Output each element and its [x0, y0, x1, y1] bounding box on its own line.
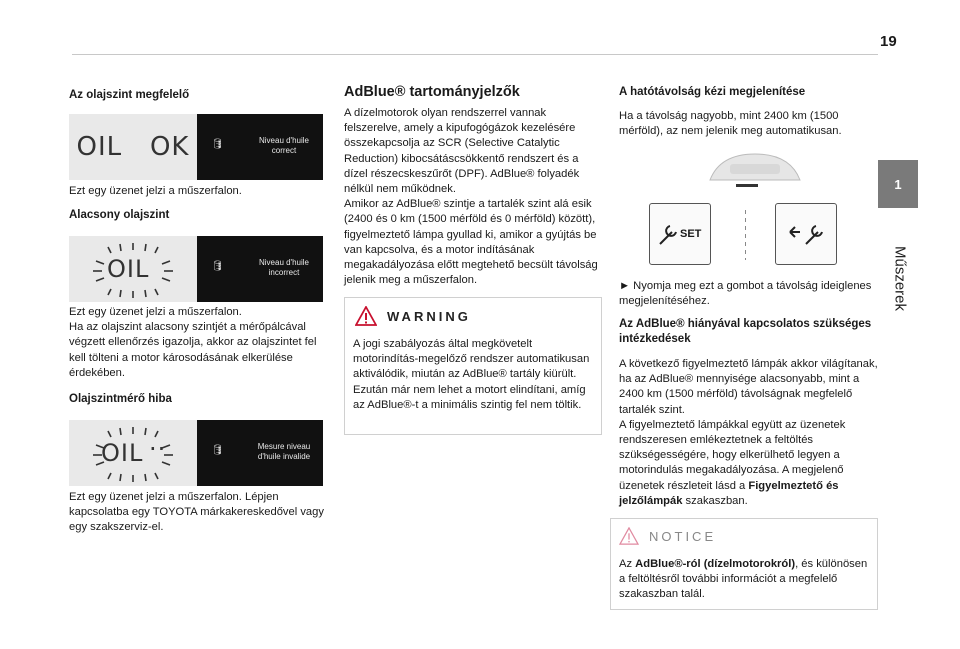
set-button[interactable] — [649, 203, 711, 265]
oil-ok-panel — [69, 114, 323, 180]
low-oil-text: Ezt egy üzenet jelzi a műszerfalon. Ha az olajszint alacsony szintjét a mérőpálcával végzett ellenőrzés igazolja, akkor az olajszintet fel kell tölteni a motor károsodásának elkerülése érdekében. — [69, 306, 317, 379]
oil-can-icon: 🛢 — [211, 445, 224, 456]
set-label: SET — [680, 228, 702, 240]
low-oil-screen — [197, 236, 323, 302]
oil-fault-text: Ezt egy üzenet jelzi a műszerfalon. Lépjen kapcsolatba egy TOYOTA márkakereskedővel vagy egy szakszerviz-el. — [69, 491, 324, 534]
notice-text — [619, 557, 869, 603]
adblue-action-text-a: A következő figyelmeztető lámpák akkor világítanak, ha az AdBlue® mennyisége alacsonyabb, mint a 2400 km (1500 mérföld) távolságnak megfelelő tartalék szint. A figyelmeztető lámpákkal együtt az üzenetek rendszeresen emlékeztetnek a feltöltés szükségességére, hogy elkerülhető legyen a motorindulás megakadályozása. A megjelenő üzenetek részleteit lásd a — [619, 358, 878, 492]
notice-adblue-link[interactable]: AdBlue®-ról (dízelmotorokról) — [635, 558, 796, 570]
notice-text-c: , és különösen a feltöltésről további információt a megfelelő szakaszban talál. — [619, 558, 868, 601]
press-button-text: ► Nyomja meg ezt a gombot a távolság ideiglenes megjelenítéséhez. — [619, 280, 872, 308]
warning-text: A jogi szabályozás által megkövetelt motorindítás-megelőző rendszer automatikusan aktiválódik, miután az AdBlue® tartály kiürült. Ezután már nem lehet a motort elindítani, amíg az AdBlue®-t a minimális szintig fel nem töltik. — [353, 338, 590, 411]
warning-box — [344, 297, 602, 435]
low-oil-panel — [69, 236, 323, 302]
chapter-title: Műszerek — [891, 245, 909, 312]
oil-fault-label: OIL — [101, 439, 144, 467]
oil-ok-text: OIL OK — [76, 132, 190, 162]
adblue-heading: AdBlue® tartományjelzők — [344, 84, 520, 100]
oil-can-icon: 🛢 — [211, 261, 224, 272]
oil-fault-panel — [69, 420, 323, 486]
oil-fault-message: Mesure niveau d'huile invalide — [257, 442, 311, 461]
back-wrench-icon — [776, 204, 836, 264]
back-button[interactable] — [775, 203, 837, 265]
oil-ok-screen — [197, 114, 323, 180]
notice-title — [619, 527, 716, 545]
oil-fault-dots: ·· — [149, 435, 167, 463]
warning-label: WARNING — [387, 308, 471, 324]
oil-gauge-fault-heading: Olajszintmérő hiba — [69, 393, 172, 405]
notice-label: NOTICE — [649, 528, 717, 544]
divider-line — [745, 210, 746, 260]
adblue-action-heading: Az AdBlue® hiányával kapcsolatos szükséges intézkedések — [619, 318, 872, 345]
oil-ok-message: Niveau d'huile correct — [258, 136, 309, 155]
warning-triangle-icon — [355, 306, 377, 326]
manual-range-heading: A hatótávolság kézi megjelenítése — [619, 86, 806, 98]
oil-fault-display — [69, 420, 197, 486]
low-oil-message: Niveau d'huile incorrect — [258, 258, 309, 277]
adblue-action-text — [619, 357, 879, 509]
oil-can-icon: 🛢 — [211, 139, 224, 150]
low-oil-display — [69, 236, 197, 302]
header-divider — [72, 54, 878, 55]
low-oil-label: OIL — [107, 255, 150, 283]
low-oil-heading: Alacsony olajszint — [69, 209, 170, 221]
notice-box — [610, 518, 878, 610]
oil-fault-screen — [197, 420, 323, 486]
warning-title — [355, 306, 471, 326]
adblue-text: A dízelmotorok olyan rendszerrel vannak felszerelve, amely a kipufogógázok kezelésére összekapcsolja az SCR (Selective Catalytic Reduction) kibocsátáscsökkentő rendszert és a dízel részecskeszűrőt (DPF). AdBlue® folyadék nélkül nem működnek. Amikor az AdBlue® szintje a tartalék szint alá esik (2400 és 0 km (1500 mérföld és 0 mérföld) között), figyelmeztető lámpa gyullad ki, amikor a gyújtás be van kapcsolva, és a motor indításának megakadályozása előtt megtehető becsült távolság jelenik meg a műszerfalon. — [344, 107, 598, 287]
notice-text-a: Az — [619, 558, 636, 570]
chapter-tab[interactable]: 1 — [878, 160, 918, 208]
manual-range-text: Ha a távolság nagyobb, mint 2400 km (1500 mérföld), az nem jelenik meg automatikusan. — [619, 110, 842, 138]
oil-ok-display — [69, 114, 197, 180]
warning-lamps-link[interactable]: Figyelmeztető és jelzőlámpák — [619, 479, 839, 507]
oil-ok-text-desc: Ezt egy üzenet jelzi a műszerfalon. — [69, 185, 242, 197]
notice-triangle-icon — [619, 527, 639, 545]
oil-ok-heading: Az olajszint megfelelő — [69, 89, 190, 101]
page-number: 19 — [880, 33, 897, 50]
steering-stalk-icon — [700, 150, 810, 192]
adblue-action-text-c: szakaszban. — [682, 494, 748, 507]
